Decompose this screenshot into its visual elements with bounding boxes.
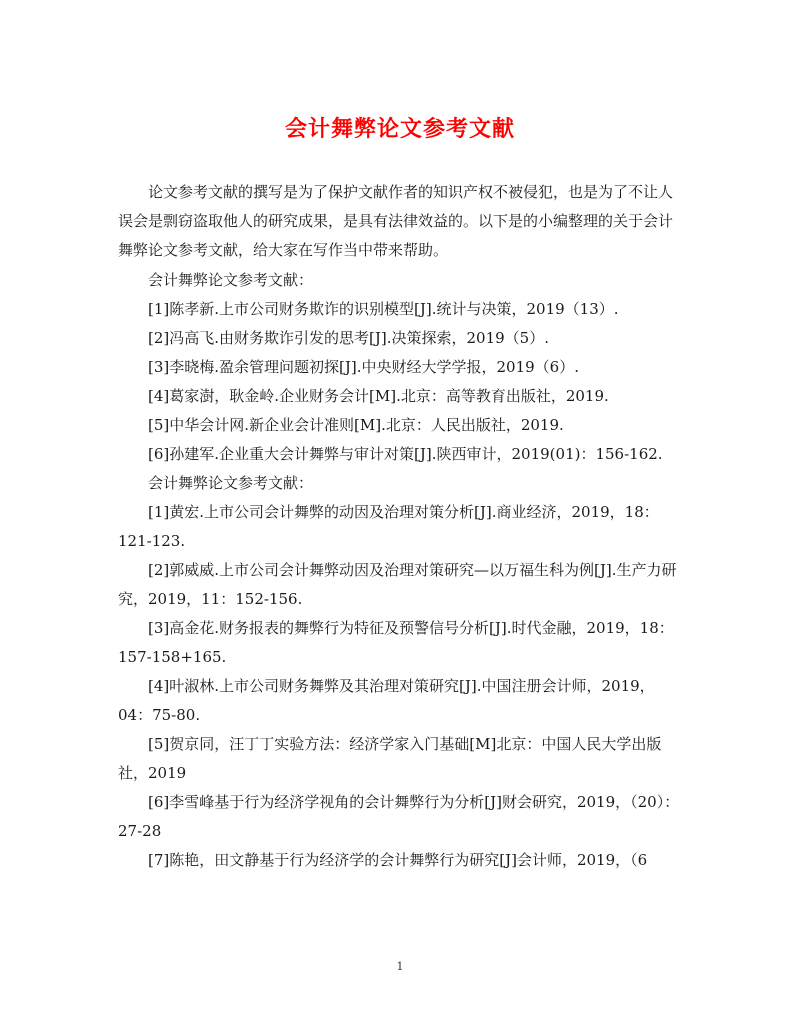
reference-item: [6]李雪峰基于行为经济学视角的会计舞弊行为分析[J]财会研究，2019，（20）：27-28 [118,793,680,840]
reference-item: [3]李晓梅.盈余管理问题初探[J].中央财经大学学报，2019（6）. [148,358,579,376]
reference-item: [3]高金花.财务报表的舞弊行为特征及预警信号分析[J].时代金融，2019，18：157-158+165. [118,619,674,666]
reference-item: [6]孙建军.企业重大会计舞弊与审计对策[J].陕西审计，2019(01)：156-162. [148,445,663,463]
reference-item: [1]陈孝新.上市公司财务欺诈的识别模型[J].统计与决策，2019（13）. [148,300,619,318]
reference-item: [5]中华会计网.新企业会计准则[M].北京：人民出版社，2019. [148,416,564,434]
reference-item: [4]葛家澍，耿金岭.企业财务会计[M].北京：高等教育出版社，2019. [148,387,609,405]
page-number: 1 [396,960,404,973]
reference-item: [4]叶淑林.上市公司财务舞弊及其治理对策研究[J].中国注册会计师，2019，04：75-80. [118,677,655,724]
reference-item: [1]黄宏.上市公司会计舞弊的动因及治理对策分析[J].商业经济，2019，18：121-123. [118,503,659,550]
page-title: 会计舞弊论文参考文献 [284,116,515,142]
reference-item: [2]冯高飞.由财务欺诈引发的思考[J].决策探索，2019（5）. [148,329,549,347]
section-heading: 会计舞弊论文参考文献： [148,474,314,492]
reference-content [118,266,684,875]
reference-item: [7]陈艳，田文静基于行为经济学的会计舞弊行为研究[J]会计师，2019，（6 [148,851,648,869]
reference-section-2 [118,469,684,875]
intro-paragraph: 论文参考文献的撰写是为了保护文献作者的知识产权不被侵犯，也是为了不让人误会是剽窃盗取他人的研究成果，是具有法律效益的。以下是的小编整理的关于会计舞弊论文参考文献，给大家在写作当中带来帮助。 [118,183,674,259]
reference-item: [2]郭威威.上市公司会计舞弊动因及治理对策研究—以万福生科为例[J].生产力研究，2019，11：152-156. [118,561,677,608]
section-heading: 会计舞弊论文参考文献： [148,271,314,289]
reference-section-1 [118,266,684,469]
reference-item: [5]贺京同，汪丁丁实验方法：经济学家入门基础[M]北京：中国人民大学出版社，2019 [118,735,662,782]
